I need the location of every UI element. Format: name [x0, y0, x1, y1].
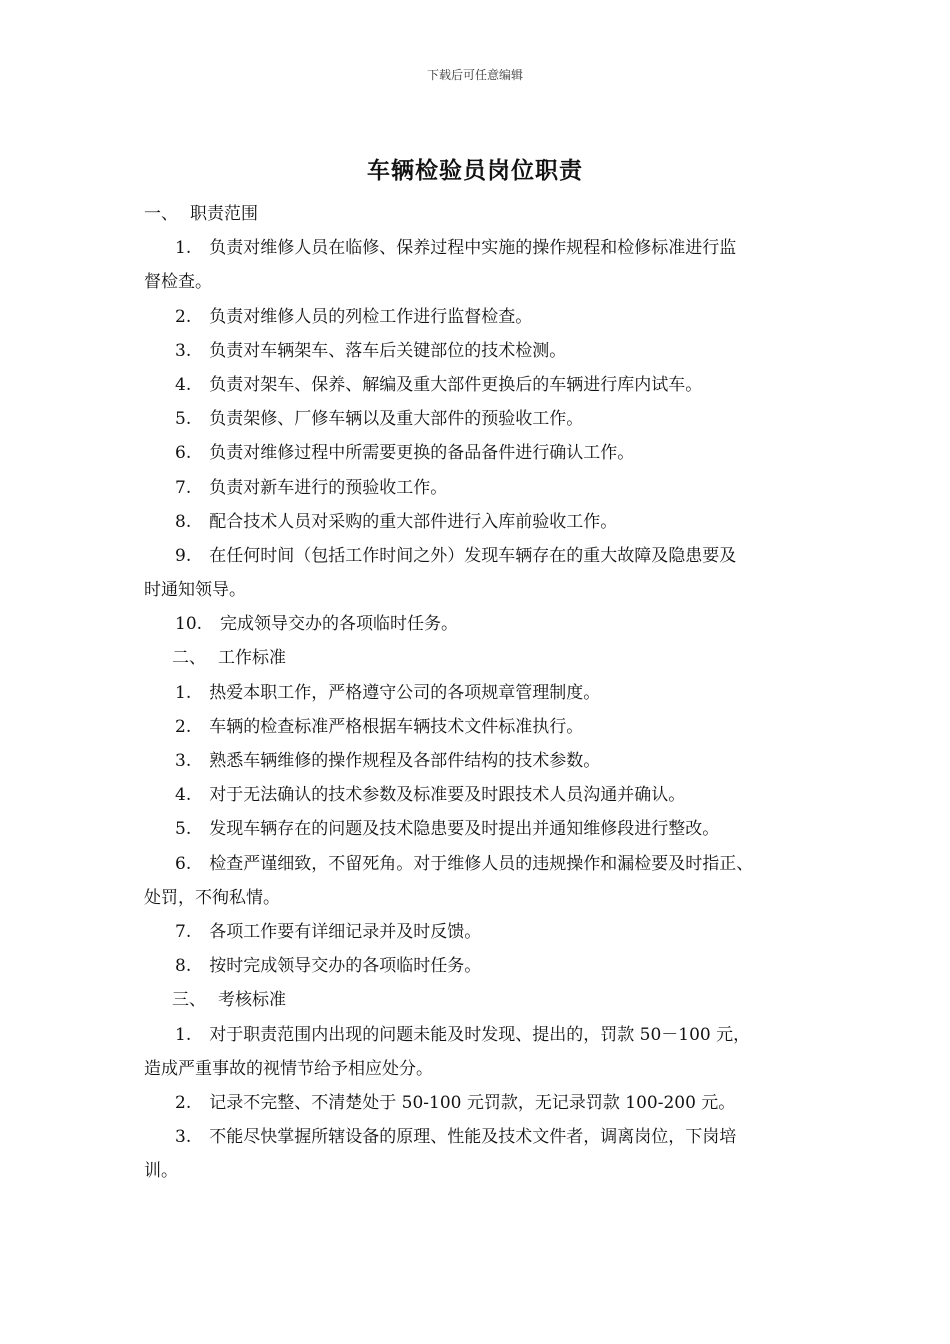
list-item-text: 在任何时间（包括工作时间之外）发现车辆存在的重大故障及隐患要及	[209, 545, 737, 566]
list-item-continuation: 造成严重事故的视情节给予相应处分。	[144, 1058, 433, 1079]
list-item-number: 1.	[175, 238, 192, 259]
list-item-text: 按时完成领导交办的各项临时任务。	[209, 956, 482, 977]
section-number: 一、	[144, 204, 178, 224]
section-title: 考核标准	[218, 990, 286, 1011]
list-item-text: 完成领导交办的各项临时任务。	[220, 614, 459, 635]
list-item-number: 10.	[175, 614, 203, 635]
list-item-text: 负责对维修人员的列检工作进行监督检查。	[209, 306, 533, 327]
list-item	[144, 1086, 824, 1120]
list-item-text: 检查严谨细致，不留死角。对于维修人员的违规操作和漏检要及时指正、	[209, 853, 754, 874]
list-item-text: 各项工作要有详细记录并及时反馈。	[209, 921, 482, 942]
list-item-text: 负责对维修人员在临修、保养过程中实施的操作规程和检修标准进行监	[209, 238, 737, 259]
list-item-number: 9.	[175, 545, 192, 566]
list-item	[144, 778, 824, 812]
list-item-number: 3.	[175, 1127, 192, 1148]
list-item-text: 不能尽快掌握所辖设备的原理、性能及技术文件者，调离岗位，下岗培	[209, 1127, 737, 1148]
list-item	[144, 334, 824, 368]
list-item-text: 负责架修、厂修车辆以及重大部件的预验收工作。	[209, 409, 584, 430]
list-item	[144, 710, 824, 744]
list-item-text: 热爱本职工作，严格遵守公司的各项规章管理制度。	[209, 682, 601, 703]
list-item-number: 2.	[175, 716, 192, 737]
list-item	[144, 1018, 824, 1052]
list-item	[144, 812, 824, 846]
header-note: 下载后可任意编辑	[426, 68, 523, 82]
list-item-continuation: 处罚，不徇私情。	[144, 887, 280, 908]
list-item-number: 8.	[175, 956, 192, 977]
list-item-text: 对于无法确认的技术参数及标准要及时跟技术人员沟通并确认。	[209, 785, 686, 806]
document-title: 车辆检验员岗位职责	[367, 157, 583, 184]
list-item-number: 3.	[175, 340, 192, 361]
list-item-number: 6.	[175, 853, 192, 874]
section-title: 工作标准	[218, 648, 286, 669]
list-item	[144, 231, 824, 265]
list-item-text: 负责对架车、保养、解编及重大部件更换后的车辆进行库内试车。	[209, 374, 703, 395]
list-item-number: 3.	[175, 751, 192, 771]
list-item-text: 负责对新车进行的预验收工作。	[209, 477, 448, 498]
section-number: 二、	[172, 648, 206, 669]
list-item-number: 1.	[175, 1024, 192, 1045]
list-item	[144, 1120, 824, 1154]
list-item-number: 8.	[175, 511, 192, 532]
list-item	[144, 368, 824, 402]
list-item-text: 负责对车辆架车、落车后关键部位的技术检测。	[209, 340, 567, 361]
list-item-number: 7.	[175, 477, 192, 498]
list-item-text: 负责对维修过程中所需要更换的备品备件进行确认工作。	[209, 443, 635, 464]
list-item	[144, 402, 824, 436]
list-item-text: 车辆的检查标准严格根据车辆技术文件标准执行。	[209, 716, 584, 737]
list-item-number: 1.	[175, 682, 192, 703]
list-item	[144, 471, 824, 505]
list-item-text: 配合技术人员对采购的重大部件进行入库前验收工作。	[209, 511, 618, 532]
section-number: 三、	[172, 990, 206, 1011]
list-item-number: 4.	[175, 785, 192, 806]
list-item	[144, 300, 824, 334]
list-item	[144, 539, 824, 573]
list-item-number: 5.	[175, 409, 192, 430]
list-item	[144, 607, 824, 641]
list-item	[144, 744, 824, 778]
section-heading	[144, 641, 824, 675]
list-item	[144, 847, 824, 881]
list-item-number: 7.	[175, 921, 192, 942]
list-item-number: 2.	[175, 306, 192, 327]
list-item-number: 6.	[175, 443, 192, 464]
list-item	[144, 676, 824, 710]
list-item	[144, 436, 824, 470]
list-item-number: 2.	[175, 1092, 192, 1113]
section-title: 职责范围	[190, 204, 258, 224]
list-item-text: 熟悉车辆维修的操作规程及各部件结构的技术参数。	[209, 751, 601, 771]
list-item	[144, 915, 824, 949]
list-item-text: 对于职责范围内出现的问题未能及时发现、提出的，罚款 50－100 元，	[209, 1024, 751, 1045]
list-item	[144, 505, 824, 539]
list-item-text: 发现车辆存在的问题及技术隐患要及时提出并通知维修段进行整改。	[209, 819, 720, 840]
list-item-continuation: 时通知领导。	[144, 580, 246, 601]
list-item-continuation: 督检查。	[144, 272, 212, 293]
list-item	[144, 949, 824, 983]
list-item-continuation: 训。	[144, 1161, 178, 1182]
section-heading	[144, 983, 824, 1017]
list-item-number: 4.	[175, 374, 192, 395]
list-item-text: 记录不完整、不清楚处于 50-100 元罚款，无记录罚款 100-200 元。	[209, 1092, 736, 1113]
document-body	[144, 197, 824, 1188]
section-heading	[144, 197, 824, 231]
list-item-number: 5.	[175, 819, 192, 840]
